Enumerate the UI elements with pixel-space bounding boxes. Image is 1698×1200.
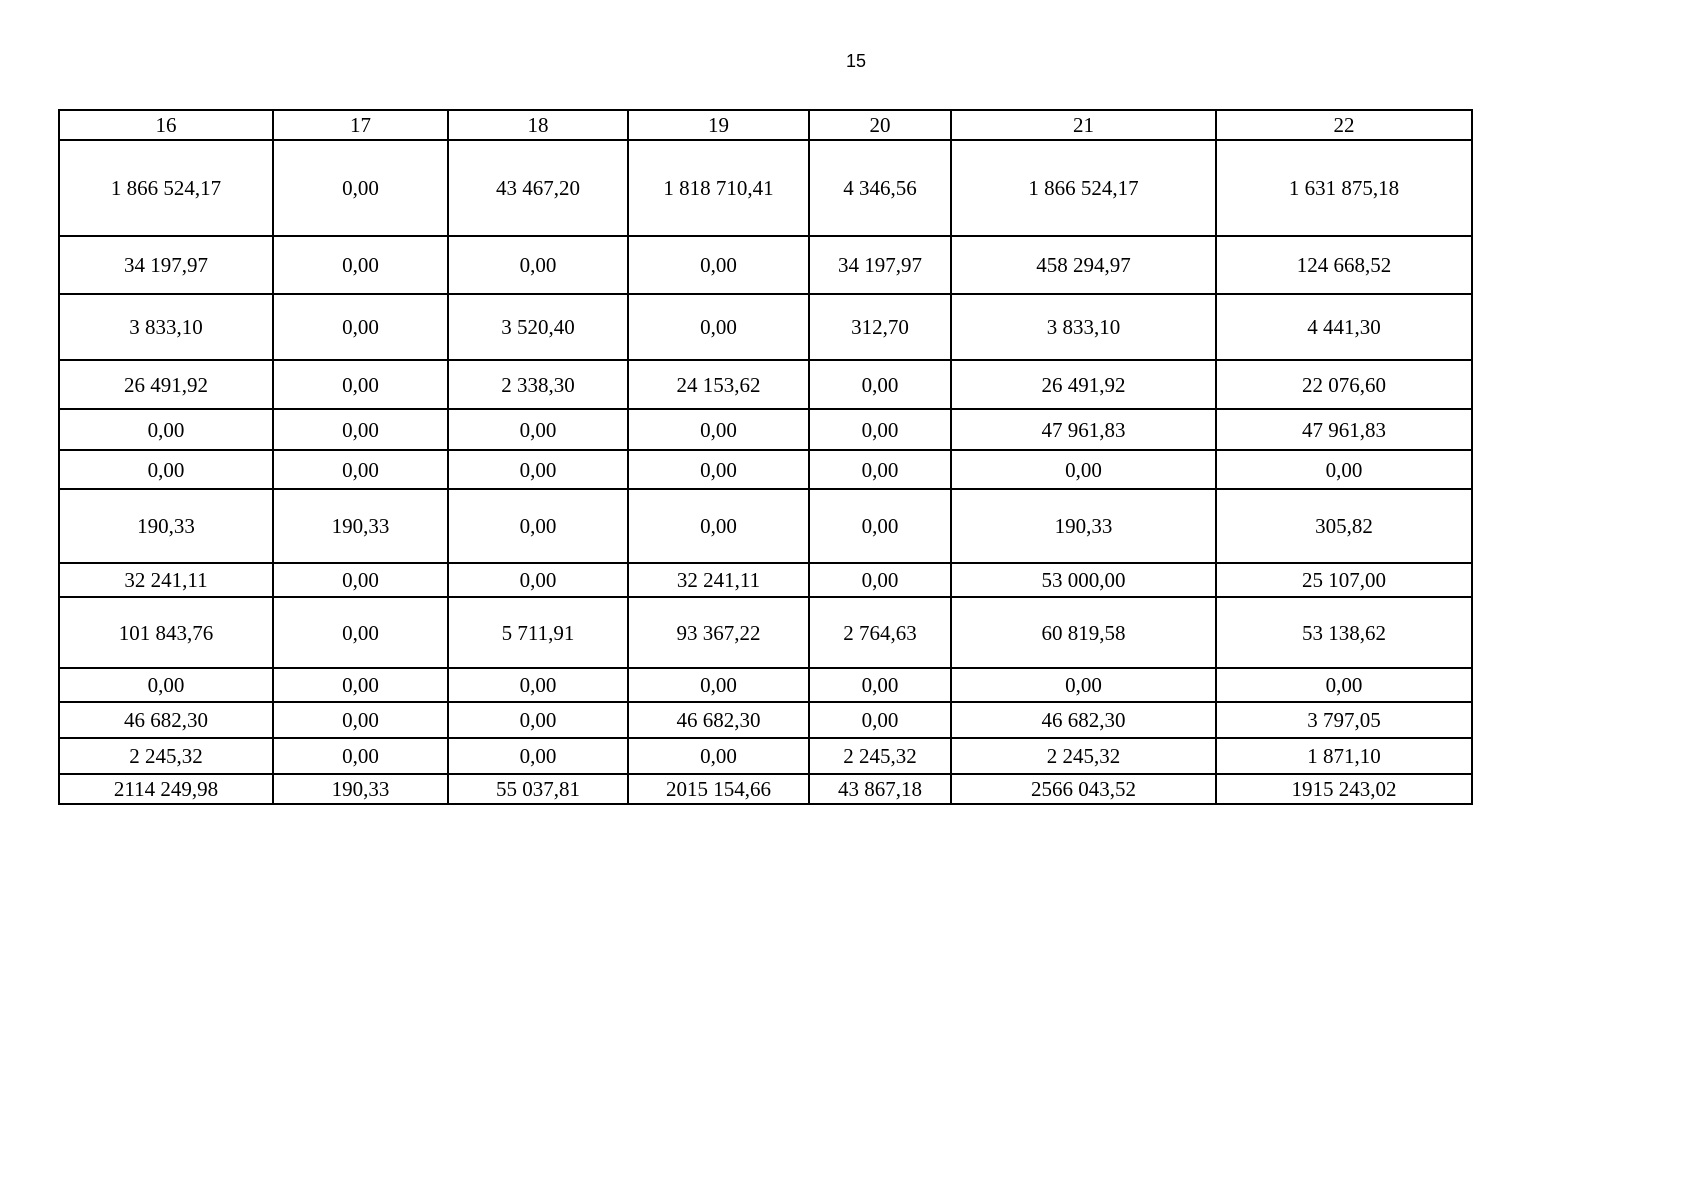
table-cell: 1 866 524,17 [951,140,1216,236]
table-cell: 0,00 [628,236,809,294]
table-cell: 32 241,11 [628,563,809,597]
table-cell: 0,00 [448,702,628,738]
table-cell: 3 833,10 [59,294,273,360]
table-cell: 0,00 [1216,668,1472,702]
table-cell: 43 467,20 [448,140,628,236]
table-cell: 0,00 [448,409,628,450]
table-cell: 0,00 [809,409,951,450]
table-cell: 0,00 [951,450,1216,489]
table-cell: 0,00 [59,409,273,450]
table-cell: 190,33 [273,489,448,563]
table-cell: 0,00 [273,360,448,409]
table-row [59,738,1472,774]
table-cell: 32 241,11 [59,563,273,597]
table-row [59,360,1472,409]
table-row [59,597,1472,668]
table-cell: 0,00 [809,668,951,702]
table-cell: 0,00 [273,236,448,294]
table-cell: 60 819,58 [951,597,1216,668]
table-cell: 305,82 [1216,489,1472,563]
table-cell: 2566 043,52 [951,774,1216,804]
table-cell: 1 871,10 [1216,738,1472,774]
table-cell: 55 037,81 [448,774,628,804]
table-cell: 2 245,32 [809,738,951,774]
table-row [59,450,1472,489]
table-cell: 190,33 [951,489,1216,563]
table-row [59,140,1472,236]
table-cell: 2015 154,66 [628,774,809,804]
column-header: 20 [809,110,951,140]
table-cell: 0,00 [273,597,448,668]
table-row [59,774,1472,804]
table-cell: 5 711,91 [448,597,628,668]
table-cell: 0,00 [273,702,448,738]
table-cell: 2 245,32 [59,738,273,774]
table-cell: 26 491,92 [951,360,1216,409]
table-cell: 1 631 875,18 [1216,140,1472,236]
table-cell: 0,00 [809,360,951,409]
table-cell: 0,00 [951,668,1216,702]
table-cell: 4 346,56 [809,140,951,236]
table-cell: 3 797,05 [1216,702,1472,738]
table-cell: 0,00 [809,489,951,563]
table-cell: 0,00 [809,563,951,597]
table-cell: 53 138,62 [1216,597,1472,668]
table-cell: 43 867,18 [809,774,951,804]
table-cell: 0,00 [628,450,809,489]
table-row [59,668,1472,702]
table-cell: 0,00 [273,409,448,450]
page-number: 15 [845,51,867,71]
table-cell: 0,00 [59,450,273,489]
table-cell: 34 197,97 [809,236,951,294]
table-cell: 3 833,10 [951,294,1216,360]
table-cell: 0,00 [448,450,628,489]
table-cell: 124 668,52 [1216,236,1472,294]
table-cell: 458 294,97 [951,236,1216,294]
table-cell: 0,00 [448,563,628,597]
table-cell: 0,00 [1216,450,1472,489]
table-cell: 2114 249,98 [59,774,273,804]
table-cell: 0,00 [273,563,448,597]
table-cell: 101 843,76 [59,597,273,668]
table-cell: 0,00 [809,702,951,738]
table-cell: 34 197,97 [59,236,273,294]
header-row [59,110,1472,140]
table-cell: 2 764,63 [809,597,951,668]
table-row [59,563,1472,597]
table-cell: 46 682,30 [628,702,809,738]
table-cell: 3 520,40 [448,294,628,360]
table-cell: 47 961,83 [951,409,1216,450]
table-cell: 2 245,32 [951,738,1216,774]
table-cell: 0,00 [273,738,448,774]
table-cell: 0,00 [448,236,628,294]
table-cell: 0,00 [628,409,809,450]
table-cell: 47 961,83 [1216,409,1472,450]
table-cell: 312,70 [809,294,951,360]
column-header: 18 [448,110,628,140]
table-cell: 190,33 [273,774,448,804]
column-header: 22 [1216,110,1472,140]
table-cell: 1915 243,02 [1216,774,1472,804]
table-cell: 24 153,62 [628,360,809,409]
data-table [58,109,1473,805]
column-header: 19 [628,110,809,140]
table-cell: 4 441,30 [1216,294,1472,360]
table-cell: 0,00 [273,450,448,489]
table-cell: 0,00 [809,450,951,489]
table-row [59,236,1472,294]
table-cell: 0,00 [448,738,628,774]
column-header: 17 [273,110,448,140]
table-row [59,294,1472,360]
table-cell: 2 338,30 [448,360,628,409]
table-cell: 53 000,00 [951,563,1216,597]
table-cell: 93 367,22 [628,597,809,668]
table-row [59,489,1472,563]
table-cell: 0,00 [273,668,448,702]
table-cell: 0,00 [628,738,809,774]
table-cell: 46 682,30 [59,702,273,738]
table-cell: 26 491,92 [59,360,273,409]
table-cell: 1 818 710,41 [628,140,809,236]
table-row [59,702,1472,738]
table-cell: 0,00 [628,294,809,360]
table-cell: 0,00 [628,489,809,563]
table-cell: 0,00 [628,668,809,702]
table-cell: 0,00 [273,294,448,360]
table-cell: 190,33 [59,489,273,563]
column-header: 21 [951,110,1216,140]
table-cell: 22 076,60 [1216,360,1472,409]
table-cell: 0,00 [273,140,448,236]
table-cell: 1 866 524,17 [59,140,273,236]
table-cell: 46 682,30 [951,702,1216,738]
table-cell: 0,00 [59,668,273,702]
table-cell: 25 107,00 [1216,563,1472,597]
table-cell: 0,00 [448,489,628,563]
column-header: 16 [59,110,273,140]
table-row [59,409,1472,450]
table-cell: 0,00 [448,668,628,702]
